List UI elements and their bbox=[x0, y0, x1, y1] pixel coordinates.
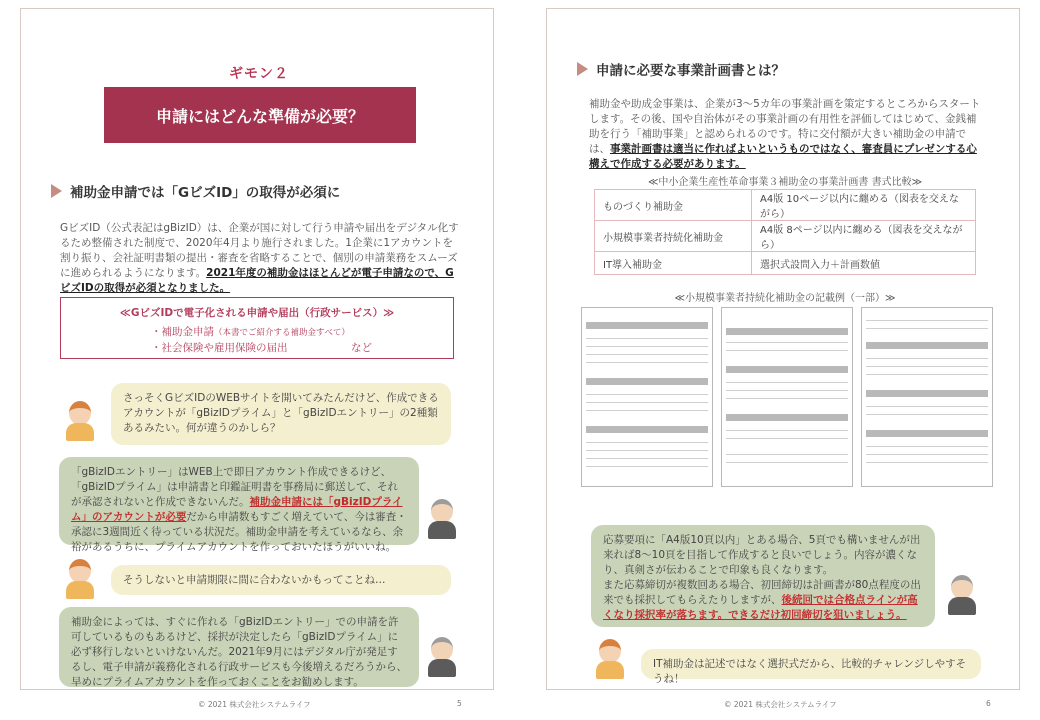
speech-bubble-man-right bbox=[591, 525, 935, 627]
table-row bbox=[595, 252, 976, 275]
service-item-subsidy-label: ・補助金申請 bbox=[151, 326, 214, 338]
woman-avatar bbox=[63, 401, 97, 441]
service-item-subsidy bbox=[151, 324, 350, 339]
woman-avatar-right bbox=[593, 639, 627, 679]
table-cell: ものづくり補助金 bbox=[595, 190, 752, 221]
bubble-right-text-b: また応募締切が複数回ある場合、初回締切は計画書が80点程度の出来でも採択してもらえたりしますが、 bbox=[603, 579, 921, 606]
page-number-right: 6 bbox=[986, 699, 991, 708]
footer-copyright-right: © 2021 株式会社システムライフ bbox=[724, 700, 837, 709]
table-caption: ≪中小企業生産性革命事業３補助金の事業計画書 書式比較≫ bbox=[647, 177, 923, 188]
gimon-logo: ギモン２ bbox=[229, 66, 289, 82]
table-cell: A4版 10ページ以内に纏める（図表を交えながら） bbox=[752, 190, 976, 221]
bubble-right-emphasis: 後続回では合格点ラインが高くなり採択率が落ちます。できるだけ初回締切を狙いましょう。 bbox=[603, 594, 918, 621]
gbizid-intro bbox=[60, 221, 460, 296]
sample-document-page-1 bbox=[581, 307, 713, 487]
section-heading-business-plan bbox=[577, 59, 785, 79]
service-item-insurance: ・社会保険や雇用保険の届出 bbox=[151, 342, 288, 354]
table-row bbox=[595, 221, 976, 252]
bubble2-text-b: だから申請数もすごく増えていて、今は審査・承認に3週間近く待っている状況だ。補助金申請を考えているなら、余裕があるうちに、プライムアカウントを作っておいたほうがいいね。 bbox=[71, 511, 407, 553]
services-box-title: ≪GビズIDで電子化される申請や届出（行政サービス）≫ bbox=[119, 307, 395, 319]
intro-emphasis: 事業計画書は適当に作ればよいというものではなく、審査員にプレゼンする心構えで作成する必要があります。 bbox=[589, 143, 977, 170]
intro-text: 補助金や助成金事業は、企業が3～5カ年の事業計画を策定するところからスタートします。その後、国や自治体がその事業計画の有用性を評価してはじめて、金銭補助を行う「補助事業」と認められるのです。特に交付額が大きい補助金の申請では、 bbox=[589, 98, 981, 155]
section-heading-gbizid bbox=[51, 181, 340, 201]
triangle-bullet-icon bbox=[51, 184, 62, 198]
speech-bubble-man-2: 補助金によっては、すぐに作れる「gBizIDエントリー」での申請を許可しているものもあるけど、採択が決定したら「gBizIDプライム」に必ず移行しないといけないんだ。2021年9月にはデジタル庁が発足するし、電子申請が義務化される行政サービスも今後増えるだろうから、早めにプライムアカウントを作っておくことをお勧めします。 bbox=[59, 607, 419, 687]
page-right bbox=[546, 8, 1020, 690]
footer-copyright-left: © 2021 株式会社システムライフ bbox=[198, 700, 311, 709]
table-cell: 小規模事業者持続化補助金 bbox=[595, 221, 752, 252]
table-row bbox=[595, 190, 976, 221]
speech-bubble-woman-2: そうしないと申請期限に間に合わないかもってことね… bbox=[111, 565, 451, 595]
man-avatar-right bbox=[945, 575, 979, 615]
section-heading-text: 申請に必要な事業計画書とは？ bbox=[596, 63, 785, 79]
table-cell: 選択式設問入力＋計画数値 bbox=[752, 252, 976, 275]
intro-text: GビズID（公式表記はgBizID）は、企業が国に対して行う申請や届出をデジタル化するため整備された制度で、2020年4月より施行されました。1企業に1アカウントを割り振り、会社証明書類の提出・審査を省略することで、個別の申請業務をスムーズに進められるようになります。 bbox=[60, 222, 459, 279]
bubble-right-text-a: 応募要項に「A4版10頁以内」とある場合、5頁でも構いませんが出来れば8～10頁を目指して作成すると良いでしょう。内容が濃くなり、真剣さが伝わることで印象も良くなります。 bbox=[603, 534, 921, 576]
sample-document-page-3 bbox=[861, 307, 993, 487]
table-cell: A4版 8ページ以内に纏める（図表を交えながら） bbox=[752, 221, 976, 252]
sample-document-page-2 bbox=[721, 307, 853, 487]
service-item-etc: など bbox=[351, 342, 372, 354]
woman-avatar-2 bbox=[63, 559, 97, 599]
bubble2-text-a: 「gBizIDエントリー」はWEB上で即日アカウント作成できるけど、「gBizIDプライム」は申請書と印鑑証明書を事務局に郵送して、それが承認されないと作成できないんだ。 bbox=[71, 466, 398, 508]
example-caption: ≪小規模事業者持続化補助金の記載例（一部）≫ bbox=[674, 293, 896, 304]
page-banner: 申請にはどんな準備が必要？ bbox=[104, 87, 416, 143]
business-plan-intro bbox=[589, 97, 985, 172]
service-item-subsidy-note: （本書でご紹介する補助金すべて） bbox=[214, 328, 350, 338]
bubble2-emphasis: 補助金申請には「gBizIDプライム」のアカウントが必要 bbox=[71, 496, 403, 523]
speech-bubble-woman-1: さっそくGビズIDのWEBサイトを開いてみたんだけど、作成できるアカウントが「gBizIDプライム」と「gBizIDエントリー」の2種類あるみたい。何が違うのかしら？ bbox=[111, 383, 451, 445]
intro-emphasis: 2021年度の補助金はほとんどが電子申請なので、GビズIDの取得が必須となりました。 bbox=[60, 267, 454, 294]
man-avatar bbox=[425, 499, 459, 539]
man-avatar-2 bbox=[425, 637, 459, 677]
table-cell: IT導入補助金 bbox=[595, 252, 752, 275]
section-heading-text: 補助金申請では「GビズID」の取得が必須に bbox=[70, 185, 341, 201]
triangle-bullet-icon bbox=[577, 62, 588, 76]
services-box bbox=[60, 297, 454, 359]
speech-bubble-woman-right: IT補助金は記述ではなく選択式だから、比較的チャレンジしやすそうね！ bbox=[641, 649, 981, 679]
page-left bbox=[20, 8, 494, 690]
page-number-left: 5 bbox=[457, 699, 462, 708]
speech-bubble-man-1 bbox=[59, 457, 419, 553]
plan-format-table bbox=[594, 189, 976, 275]
